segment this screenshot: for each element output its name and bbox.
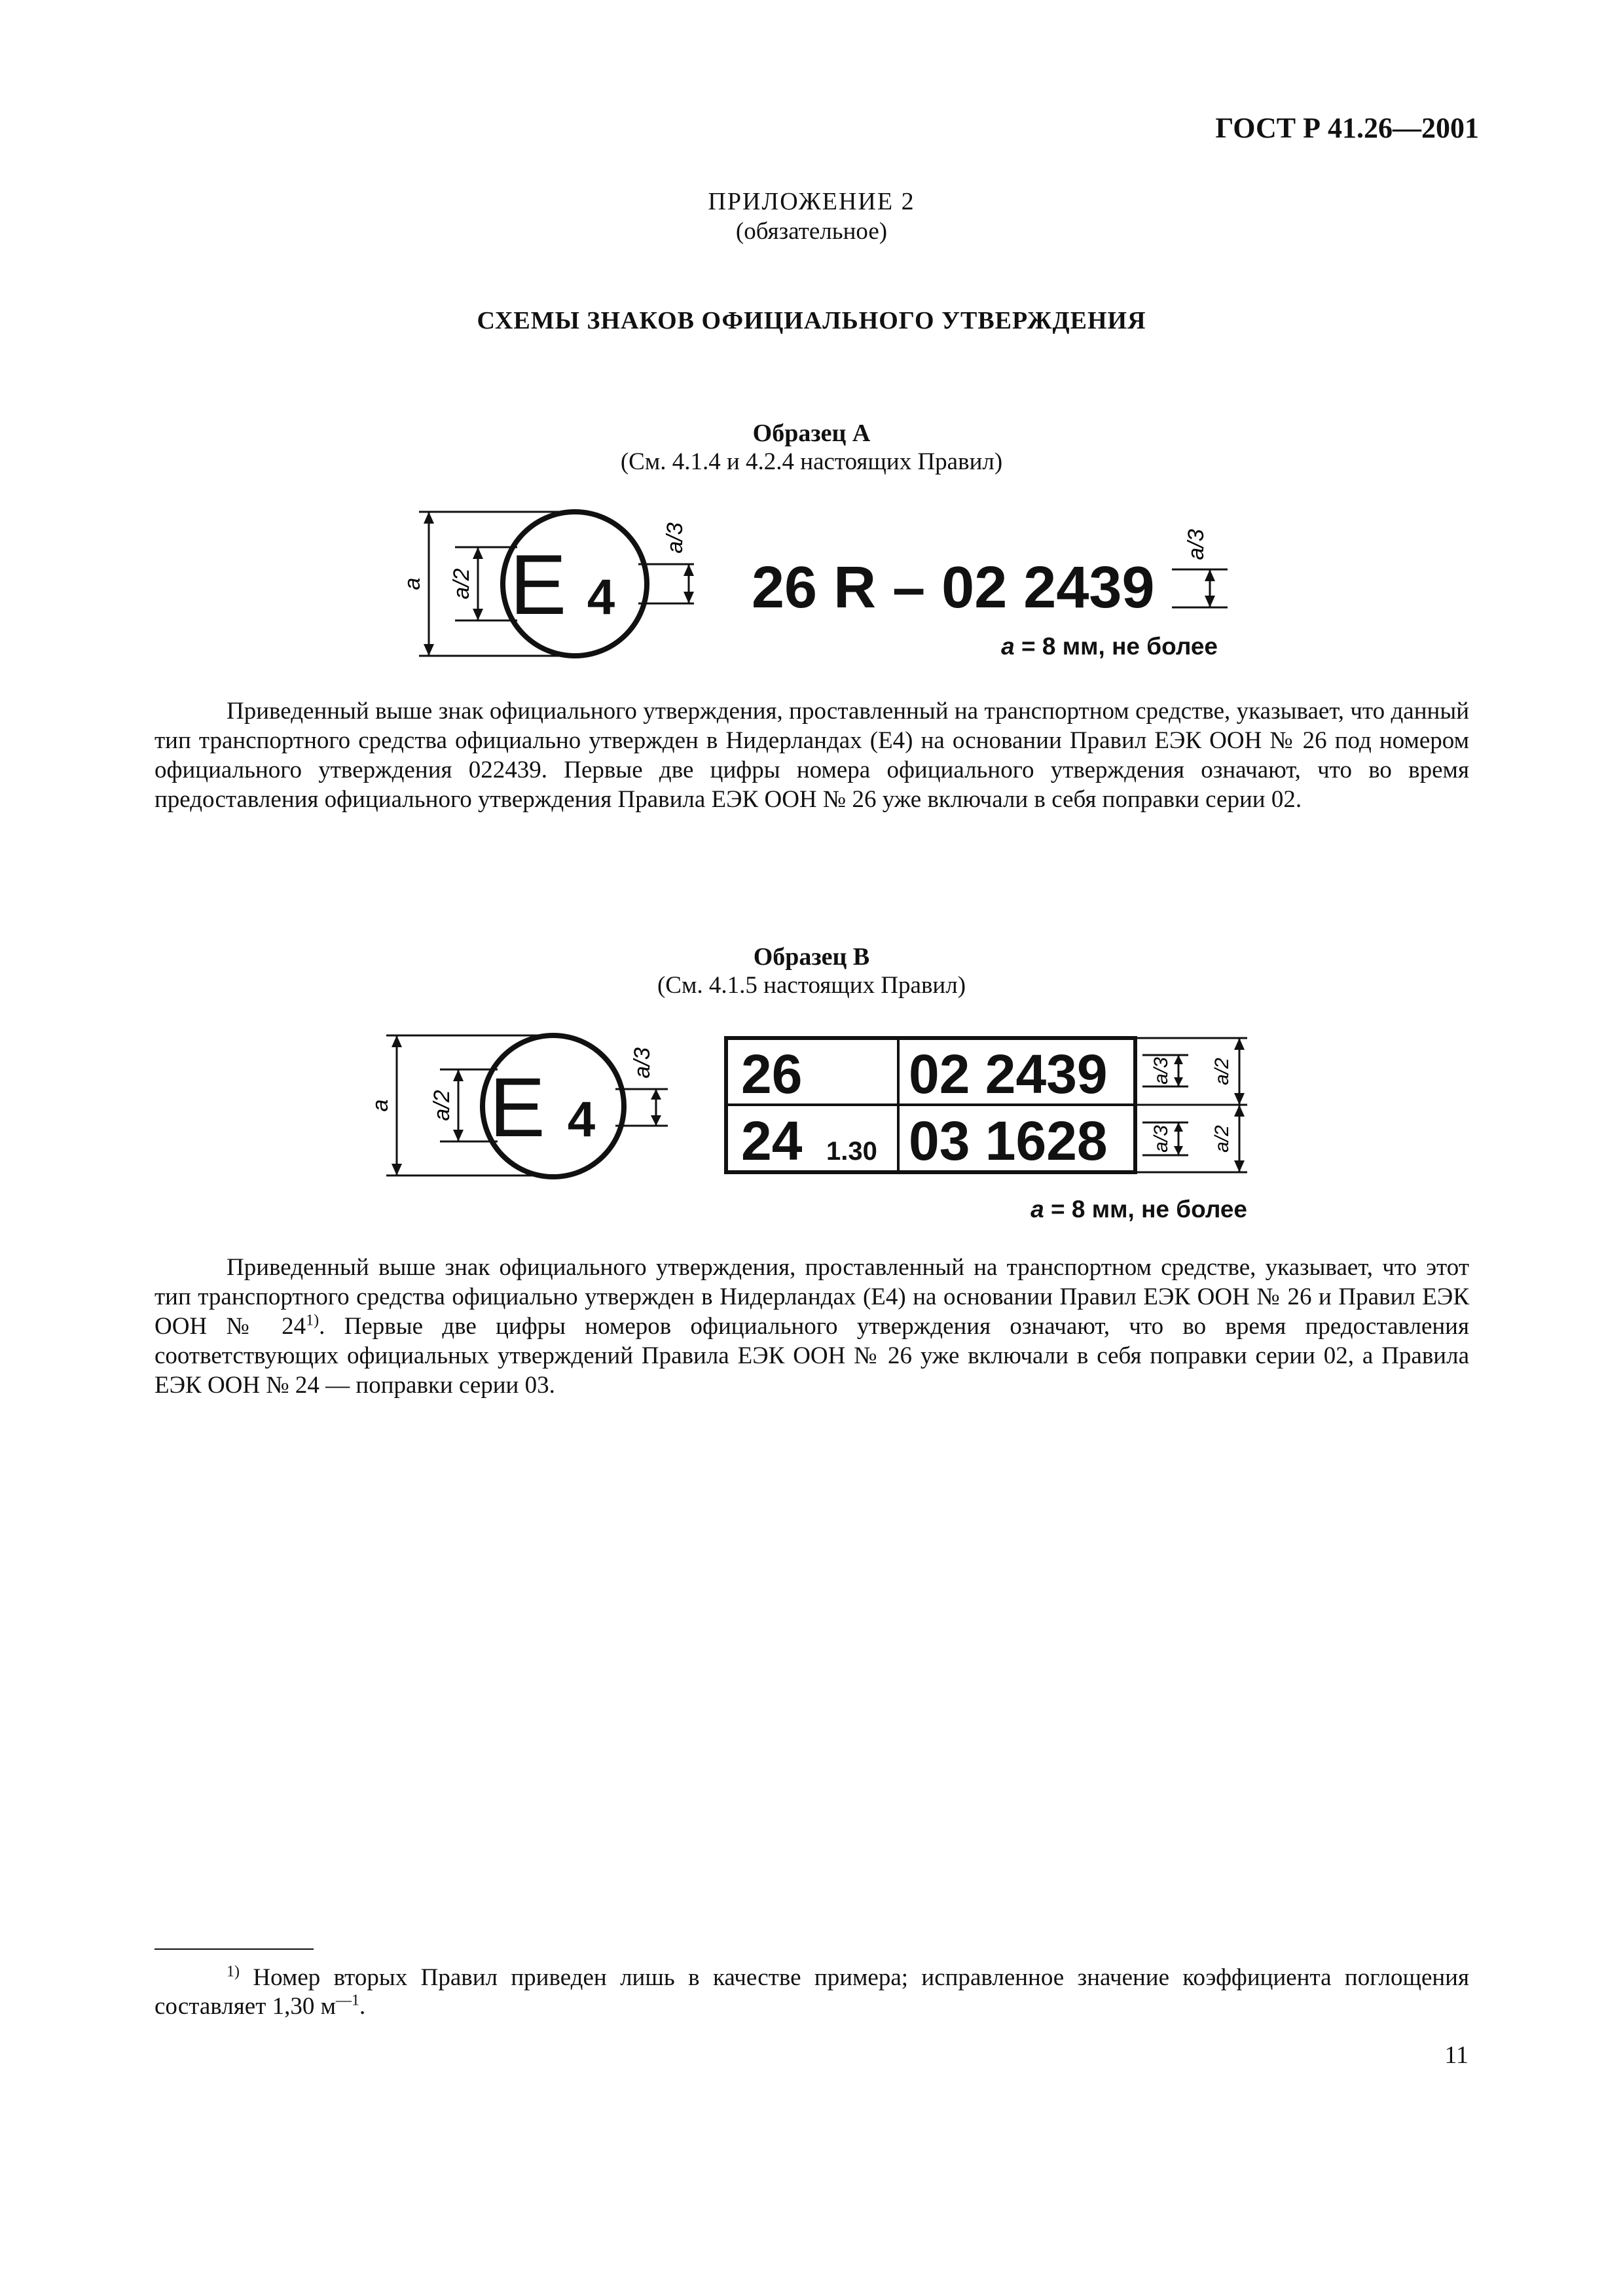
sample-b-note-rest: = 8 мм, не более (1044, 1196, 1247, 1223)
sample-b-note-a: a (1030, 1196, 1044, 1223)
standard-header: ГОСТ Р 41.26—2001 (1215, 112, 1479, 144)
sample-a-size-note (1001, 633, 1218, 660)
sample-a-mark: 26 R – 02 2439 (752, 555, 1155, 620)
footnote-ref: 1) (306, 1312, 319, 1329)
appendix-status: (обязательное) (735, 218, 888, 245)
appendix-title: ПРИЛОЖЕНИЕ 2 (708, 188, 915, 215)
sample-b-dim-third-row2: a/3 (1150, 1125, 1172, 1153)
footnote-exponent: —1 (336, 1992, 360, 2009)
sample-b-ref: (См. 4.1.5 настоящих Правил) (657, 972, 966, 999)
sample-b-paragraph (155, 1253, 1469, 1400)
sample-b-paragraph-text (155, 1253, 1469, 1400)
sample-b-dim-half-row2: a/2 (1211, 1125, 1233, 1153)
sample-b-paragraph-part1: Приведенный выше знак официального утверждения, проставленный на транспортном средстве, указывает, что этот тип транспортного средства официально утвержден в Нидерландах (Е4) на основании Правил ЕЭК ООН № 26 и Правил ЕЭК ООН № 24 (155, 1254, 1469, 1340)
sample-b-circle-number: 4 (567, 1092, 596, 1147)
sample-a-paragraph-text: Приведенный выше знак официального утверждения, проставленный на транспортном средстве, указывает, что данный тип транспортного средства официально утвержден в Нидерландах (Е4) на основании Правил ЕЭК ООН № 26 под номером официального утверждения 022439. Первые две цифры номера официального утверждения означают, что во время предоставления официального утверждения Правила ЕЭК ООН № 26 уже включали в себя поправки серии 02. (155, 698, 1469, 813)
footnote (155, 1964, 1469, 2021)
sample-a-paragraph (155, 696, 1469, 814)
sample-a-circle-letter: E (509, 537, 567, 632)
sample-a-note-a: a (1001, 633, 1015, 660)
sample-b-circle-letter: E (489, 1061, 545, 1155)
sample-a-title: Образец А (752, 420, 871, 447)
footnote-marker: 1) (227, 1963, 240, 1981)
sample-a-figure (0, 497, 1623, 681)
sample-b-row2-sub: 1.30 (826, 1137, 877, 1166)
sample-b-dim-third-circle: a/3 (630, 1047, 655, 1079)
sample-a-dim-half: a/2 (449, 568, 474, 600)
sample-b-row2-reg: 24 (741, 1110, 803, 1172)
sample-b-dim-half: a/2 (429, 1090, 454, 1121)
sample-b-size-note (1030, 1196, 1247, 1223)
sample-b-title: Образец В (753, 943, 870, 971)
footnote-end: . (359, 1993, 366, 2020)
sample-a-circle-number: 4 (587, 569, 615, 625)
sample-a-dim-third-mark: a/3 (1184, 529, 1209, 560)
footnote-divider (155, 1948, 314, 1950)
sample-b-figure (0, 1021, 1623, 1230)
sample-b-row1-reg: 26 (741, 1043, 803, 1105)
page-number: 11 (1444, 2041, 1468, 2069)
sample-b-dim-a: a (368, 1099, 393, 1112)
sample-a-note-rest: = 8 мм, не более (1014, 633, 1218, 660)
sample-a-dim-a: a (400, 577, 425, 590)
footnote-text: Номер вторых Правил приведен лишь в качестве примера; исправленное значение коэффициента поглощения составляет 1,30 м (155, 1964, 1469, 2020)
sample-b-dim-half-row1: a/2 (1211, 1058, 1233, 1085)
sample-b-dim-third-row1: a/3 (1150, 1057, 1172, 1085)
section-title: СХЕМЫ ЗНАКОВ ОФИЦИАЛЬНОГО УТВЕРЖДЕНИЯ (477, 307, 1146, 334)
sample-a-dim-third-circle: a/3 (663, 522, 687, 554)
sample-a-ref: (См. 4.1.4 и 4.2.4 настоящих Правил) (620, 448, 1003, 475)
sample-b-row2-num: 03 1628 (909, 1110, 1108, 1172)
sample-b-row1-num: 02 2439 (909, 1043, 1108, 1105)
sample-b-paragraph-part2: . Первые две цифры номеров официального утверждения означают, что во время предоставления соответствующих официальных утверждений Правила ЕЭК ООН № 26 уже включали в себя поправки серии 02, а Правила ЕЭК ООН № 24 — поправки серии 03. (155, 1313, 1469, 1399)
